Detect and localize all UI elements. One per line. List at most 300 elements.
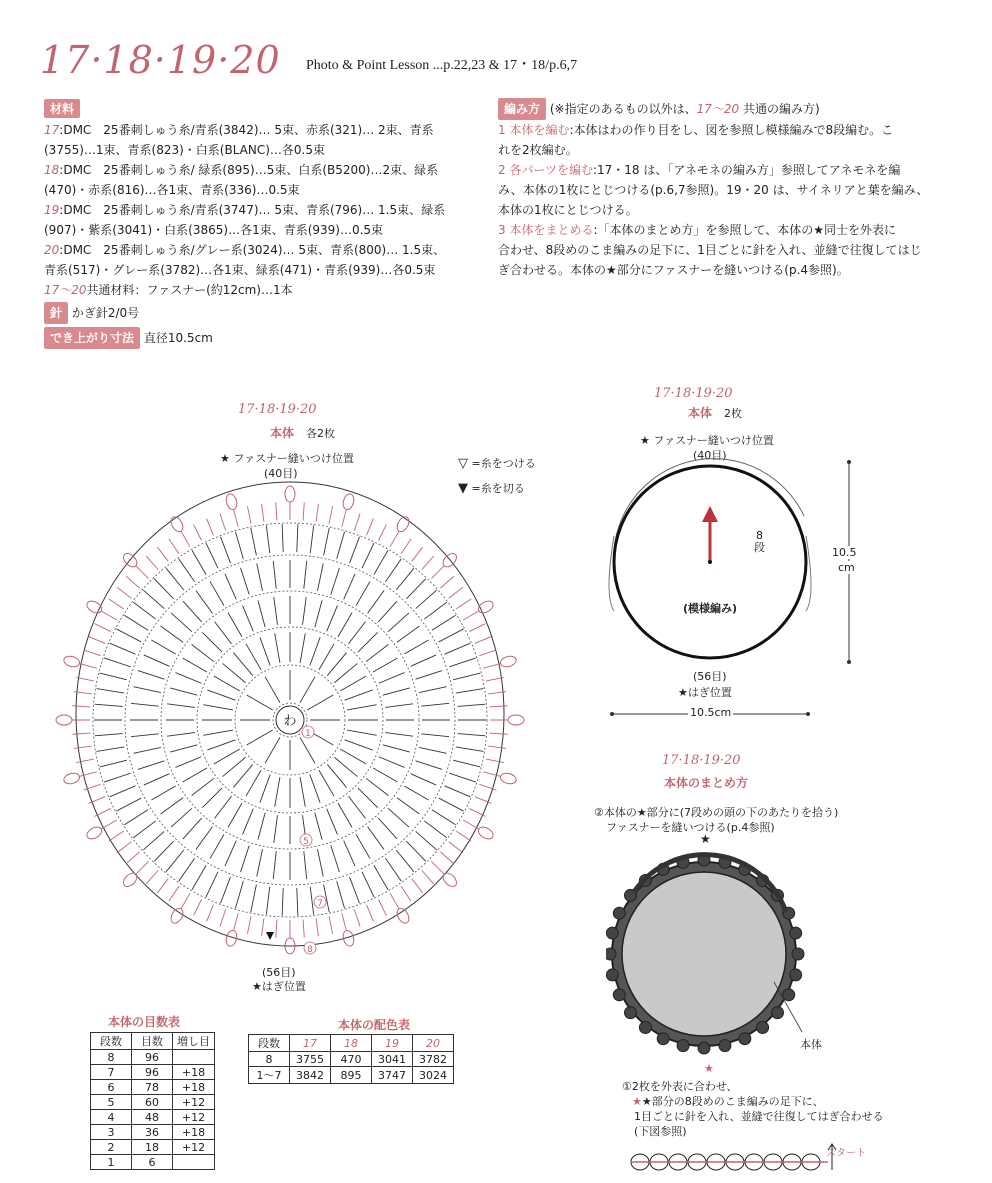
materials-line: [44, 220, 445, 240]
stitch-mark: [282, 888, 283, 916]
picot-mark: [63, 772, 81, 786]
table-row: [91, 1110, 215, 1125]
edge-bump: [613, 989, 625, 1001]
stitch-mark: [266, 887, 269, 915]
stitch-mark: [490, 706, 508, 707]
stitch-mark: [388, 613, 409, 632]
picot-mark: [508, 715, 524, 725]
stitch-mark: [385, 733, 413, 737]
table-header-row: [249, 1035, 454, 1052]
stitch-mark: [422, 556, 434, 570]
assembly-step-1: ①2枚を外表に合わせ、: [622, 1080, 738, 1093]
stitch-mark: [348, 796, 365, 818]
table-header-cell: 19: [372, 1035, 413, 1052]
method-step-label: 3 本体をまとめる: [498, 223, 594, 237]
table-cell: 2: [91, 1140, 132, 1155]
stitch-mark: [327, 809, 338, 835]
stitch-mark: [449, 587, 463, 598]
method-step-label: 1 本体を編む: [498, 123, 570, 137]
stitch-mark: [385, 704, 413, 708]
stitch-mark: [300, 633, 305, 663]
stitch-mark: [89, 637, 106, 644]
table-cell: 8: [91, 1050, 132, 1065]
rows-unit: 段: [754, 541, 765, 554]
edge-bump: [739, 1033, 751, 1045]
height-unit: cm: [838, 561, 855, 574]
picot-mark: [395, 906, 412, 925]
stitch-mark: [416, 590, 437, 609]
stitch-mark: [354, 514, 360, 531]
stitch-mark: [469, 808, 485, 816]
stitch-mark: [440, 576, 454, 588]
stitch-mark: [453, 673, 480, 680]
stitch-mark: [136, 566, 149, 579]
stitch-mark: [340, 749, 366, 764]
stitch-mark: [342, 913, 347, 930]
stitch-mark: [424, 602, 446, 619]
table-cell: +12: [173, 1095, 215, 1110]
stitch-mark: [117, 587, 131, 598]
stitch-mark: [469, 624, 485, 632]
rows-label: [754, 530, 765, 554]
stitch-mark: [366, 778, 388, 795]
table-cell: 3747: [372, 1067, 413, 1084]
stitch-mark: [374, 550, 388, 574]
edge-bump: [657, 1033, 669, 1045]
stitch-mark: [416, 761, 443, 770]
stitch-mark: [95, 734, 123, 736]
materials-line-text: (3755)…1束、青系(823)・白系(BLANC)…各0.5束: [44, 143, 326, 157]
stitch-mark: [416, 671, 443, 680]
stitch-mark: [449, 842, 463, 853]
materials-line-number: 17: [44, 123, 60, 137]
stitch-mark: [124, 615, 148, 630]
materials-line-number: 19: [44, 203, 60, 217]
method-line: [498, 120, 928, 140]
stitch-mark: [260, 775, 270, 803]
assembly-title-number: 17·18·19·20: [662, 753, 741, 768]
stitch-mark: [350, 537, 360, 563]
stitch-mark: [315, 600, 322, 627]
rows-number: 8: [756, 529, 763, 542]
picot-mark: [56, 715, 72, 725]
stitch-mark: [379, 757, 405, 768]
legend-attach-label: =糸をつける: [471, 457, 536, 470]
method-line-text: 本体の1枚にとじつける。: [498, 203, 638, 217]
stitch-mark: [337, 881, 345, 908]
schematic-bottom-count: (56目): [693, 670, 727, 683]
stitch-mark: [117, 842, 131, 853]
table-row: [91, 1065, 215, 1080]
stitch-mark: [404, 786, 428, 800]
stitch-mark: [344, 574, 355, 600]
stitch-mark: [214, 749, 240, 764]
stitch-mark: [243, 809, 254, 835]
stitch-mark: [390, 531, 399, 547]
schematic-count: 2枚: [724, 407, 742, 420]
stitch-mark: [79, 772, 96, 777]
body-label: 本体: [800, 1038, 822, 1051]
assembly-step-4: (下図参照): [634, 1125, 687, 1138]
table-cell: 5: [91, 1095, 132, 1110]
stitch-mark: [367, 519, 374, 536]
stitch-mark: [457, 704, 485, 706]
method-note-num: 17～20: [696, 102, 740, 116]
stitch-mark: [179, 559, 195, 582]
stitch-mark: [146, 870, 158, 884]
table-cell: 1: [91, 1155, 132, 1170]
table-cell: [173, 1155, 215, 1170]
stitch-mark: [257, 563, 263, 590]
method-line: [498, 240, 928, 260]
table-header-cell: 17: [290, 1035, 331, 1052]
stitch-mark: [348, 622, 365, 644]
stitch-mark: [439, 629, 464, 642]
table-cell: [173, 1050, 215, 1065]
table-row: [91, 1155, 215, 1170]
open-triangle-icon: ▽: [458, 456, 468, 471]
stitch-mark: [303, 502, 304, 520]
stitch-mark: [220, 877, 230, 903]
pattern-label: (模様編み): [683, 602, 738, 615]
schematic-title-number: 17·18·19·20: [654, 386, 733, 401]
stitch-mark: [303, 920, 304, 938]
stitch-mark: [401, 886, 411, 901]
stitch-mark: [337, 532, 345, 559]
stitch-mark: [223, 757, 246, 776]
picot-mark: [476, 825, 495, 842]
method-line: [498, 260, 928, 280]
stitch-mark: [258, 813, 265, 840]
stitch-mark: [235, 881, 243, 908]
stitch-mark: [167, 733, 195, 737]
stitch-mark: [94, 624, 110, 632]
stitch-mark: [490, 733, 508, 734]
stitch-mark: [366, 645, 388, 662]
stitch-mark: [401, 539, 411, 554]
stitch-mark: [397, 626, 420, 642]
stitch-mark: [131, 703, 159, 706]
stitch-mark: [356, 581, 370, 605]
stitch-mark: [397, 798, 420, 814]
stitch-mark: [233, 764, 252, 787]
assembly-step-3: 1目ごとに針を入れ、並縫で往復してはぎ合わせる: [634, 1110, 884, 1123]
stitch-mark: [379, 673, 405, 684]
picot-mark: [476, 599, 495, 616]
round-number: 8: [307, 945, 313, 955]
stitch-mark: [315, 813, 322, 840]
whipstitch-diagram: [628, 1140, 858, 1180]
table-cell: 60: [132, 1095, 173, 1110]
stitch-mark: [316, 504, 318, 522]
stitch-mark: [74, 746, 92, 748]
stitch-mark: [214, 676, 240, 691]
edge-bump: [790, 969, 802, 981]
stitch-mark: [273, 851, 276, 879]
materials-line-number: 17～20: [44, 283, 87, 297]
picot-mark: [499, 655, 517, 669]
stitch-mark: [362, 872, 374, 897]
stitch-mark: [262, 918, 264, 936]
table-cell: 1～7: [249, 1067, 290, 1084]
stitch-mark: [110, 643, 136, 654]
edge-bump: [677, 1040, 689, 1052]
stitch-count-table: [90, 1032, 215, 1170]
stitch-mark: [317, 849, 323, 876]
stitch-mark: [257, 849, 263, 876]
materials-line: [44, 260, 445, 280]
stitch-mark: [161, 626, 184, 642]
stitch-mark: [419, 687, 446, 693]
materials-line: [44, 200, 445, 220]
stitch-mark: [329, 506, 333, 524]
stitch-mark: [194, 899, 202, 915]
stitch-mark: [327, 653, 346, 676]
assembly-step-2: ★★部分の8段めのこま編みの足下に、: [632, 1095, 824, 1108]
stitch-mark: [104, 658, 131, 667]
stitch-mark: [383, 745, 410, 752]
stitch-mark: [338, 803, 352, 827]
stitch-mark: [151, 640, 175, 654]
table-row: [91, 1125, 215, 1140]
materials-line: [44, 140, 445, 160]
picot-mark: [225, 929, 239, 947]
stitch-mark: [368, 827, 384, 850]
edge-bump: [613, 907, 625, 919]
table-cell: 895: [331, 1067, 372, 1084]
stitch-mark: [383, 688, 410, 695]
table-cell: 48: [132, 1110, 173, 1125]
stitch-mark: [133, 602, 155, 619]
stitch-mark: [167, 704, 195, 708]
stitch-mark: [373, 768, 397, 782]
method-note-pre: (※指定のあるもの以外は、: [549, 102, 697, 116]
chart-top-count: (40目): [264, 467, 298, 480]
table-header-cell: 18: [331, 1035, 372, 1052]
stitch-mark: [97, 689, 125, 693]
stitch-mark: [329, 916, 333, 934]
method-section: [498, 98, 928, 280]
stitch-mark: [345, 740, 373, 750]
stitch-mark: [421, 734, 449, 737]
table-cell: 6: [91, 1080, 132, 1095]
chart-title: 本体: [270, 426, 295, 440]
method-line: [498, 220, 928, 240]
schematic-title: 本体: [688, 406, 713, 420]
stitch-mark: [262, 504, 264, 522]
stitch-mark: [411, 655, 437, 666]
stitch-mark: [432, 615, 456, 630]
stitch-mark: [331, 846, 340, 873]
table-cell: +18: [173, 1065, 215, 1080]
stitch-mark: [483, 664, 500, 669]
stitch-mark: [170, 688, 197, 695]
stitch-mark: [246, 644, 261, 670]
table-header-cell: 段数: [91, 1033, 132, 1050]
stitch-mark: [126, 576, 140, 588]
stitch-mark: [300, 677, 315, 703]
stitch-mark: [390, 893, 399, 909]
stitch-mark: [116, 629, 141, 642]
table-cell: 7: [91, 1065, 132, 1080]
edge-bump: [757, 1021, 769, 1033]
materials-line: [44, 280, 445, 300]
picot-mark: [85, 825, 104, 842]
stitch-mark: [181, 531, 190, 547]
stitch-mark: [223, 663, 246, 682]
stitch-mark: [463, 611, 479, 620]
stitch-mark: [251, 528, 257, 555]
stitch-mark: [378, 601, 397, 622]
table-header-row: [91, 1033, 215, 1050]
picot-mark: [225, 493, 239, 511]
page-title: 17·18·19·20: [40, 38, 281, 82]
needle-tag: 針: [44, 302, 68, 324]
stitch-mark: [157, 879, 168, 893]
stitch-mark: [300, 777, 305, 807]
stitch-mark: [404, 640, 428, 654]
stitch-mark: [110, 786, 136, 797]
stitch-mark: [396, 568, 414, 590]
stitch-mark: [304, 561, 307, 589]
method-line-text: 合わせ、8段めのこま編みの足下に、1目ごとに針を入れ、並縫で往復してはじ: [498, 243, 922, 257]
table-cell: 96: [132, 1065, 173, 1080]
stitch-mark: [133, 821, 155, 838]
edge-bump: [639, 1021, 651, 1033]
stitch-mark: [131, 734, 159, 737]
height-value: 10.5: [832, 546, 857, 559]
table-cell: +12: [173, 1140, 215, 1155]
stitch-mark: [109, 831, 124, 841]
stitch-mark: [170, 745, 197, 752]
stitch-mark: [183, 658, 207, 672]
stitch-mark: [169, 886, 179, 901]
assembly-step-2-text: ★部分の8段めのこま編みの足下に、: [641, 1095, 824, 1108]
stitch-mark: [356, 834, 370, 858]
stitch-mark: [194, 524, 202, 540]
stitch-mark: [449, 658, 476, 667]
stitch-mark: [203, 730, 233, 735]
table-row: [91, 1140, 215, 1155]
stitch-mark: [440, 852, 454, 864]
stitch-mark: [192, 778, 214, 795]
table-cell: 6: [132, 1155, 173, 1170]
method-line-text: :「本体のまとめ方」を参照して、本体の★同士を外表に: [593, 223, 897, 237]
stitch-mark: [327, 605, 338, 631]
stitch-mark: [247, 506, 251, 524]
stitch-mark: [215, 622, 232, 644]
stitch-mark: [483, 772, 500, 777]
stitch-mark: [166, 850, 184, 872]
stitch-mark: [479, 650, 496, 656]
stitch-mark: [367, 905, 374, 922]
table-cell: 96: [132, 1050, 173, 1065]
edge-bump: [606, 969, 618, 981]
method-tag: 編み方: [498, 98, 546, 120]
materials-line-text: :DMC 25番刺しゅう糸/グレー系(3024)… 5束、青系(800)… 1.5束、: [59, 243, 446, 257]
table-cell: 470: [331, 1052, 372, 1067]
stitch-mark: [406, 841, 425, 861]
picot-mark: [85, 599, 104, 616]
stitch-mark: [234, 509, 239, 526]
stitch-mark: [316, 918, 318, 936]
legend-cut-label: =糸を切る: [471, 482, 525, 495]
stitch-mark: [247, 916, 251, 934]
stitch-mark: [247, 730, 273, 745]
stitch-mark: [101, 820, 117, 829]
stitch-mark: [247, 695, 273, 710]
stitch-mark: [251, 885, 257, 912]
stitch-mark: [126, 852, 140, 864]
stitch-mark: [100, 673, 127, 680]
stitch-mark: [338, 613, 352, 637]
stitch-mark: [241, 846, 250, 873]
stitch-mark: [378, 524, 386, 540]
materials-line-text: 共通材料：ファスナー(約12cm)…1本: [86, 283, 293, 297]
table-header-cell: 増し目: [173, 1033, 215, 1050]
picot-mark: [63, 655, 81, 669]
stitch-mark: [143, 590, 164, 609]
materials-section: [44, 98, 445, 349]
start-label: スタート: [826, 1148, 866, 1159]
edge-bump: [771, 1007, 783, 1019]
materials-line-text: (907)・紫系(3041)・白系(3865)…各1束、青系(939)…0.5束: [44, 223, 384, 237]
stitch-mark: [206, 872, 218, 897]
method-line-text: ぎ合わせる。本体の★部分にファスナーを縫いつける(p.4参照)。: [498, 263, 849, 277]
table-cell: 3: [91, 1125, 132, 1140]
stitch-mark: [220, 514, 226, 531]
stitch-mark: [324, 528, 330, 555]
stitch-mark: [406, 579, 425, 599]
materials-line-text: :DMC 25番刺しゅう糸/青系(3842)… 5束、赤系(321)… 2束、青系: [59, 123, 434, 137]
chart-count: 各2枚: [306, 427, 335, 440]
table-row: [91, 1080, 215, 1095]
stitch-mark: [206, 543, 218, 568]
legend-cut: [458, 480, 525, 496]
materials-line: [44, 160, 445, 180]
table-row: [91, 1050, 215, 1065]
stitch-mark: [378, 818, 397, 839]
stitch-mark: [453, 760, 480, 767]
assembly-note-1: ②本体の★部分に(7段めの頭の下のあたりを拾う): [594, 806, 839, 819]
stitch-mark: [310, 525, 313, 553]
stitch-mark: [456, 599, 471, 609]
stitch-mark: [304, 851, 307, 879]
needle-value: かぎ針2/0号: [71, 306, 140, 320]
stitch-mark: [144, 774, 170, 785]
stitch-mark: [146, 556, 158, 570]
stitch-mark: [241, 568, 250, 595]
chart-star-label: ★ ファスナー縫いつけ位置: [220, 452, 354, 465]
stitch-mark: [207, 740, 235, 750]
schematic-seam-label: ★はぎ位置: [678, 686, 732, 699]
stitch-mark: [100, 760, 127, 767]
stitch-mark: [138, 671, 165, 680]
method-line: [498, 200, 928, 220]
stitch-mark: [143, 831, 164, 850]
stitch-mark: [412, 547, 423, 561]
stitch-mark: [228, 613, 242, 637]
stitch-mark: [203, 705, 233, 710]
legend-attach: [458, 455, 536, 471]
table-row: [249, 1052, 454, 1067]
picot-mark: [285, 486, 295, 502]
stitch-mark: [327, 764, 346, 787]
round-number: 7: [317, 899, 323, 909]
method-line-text: れを2枚編む。: [498, 143, 578, 157]
stitch-mark: [273, 561, 276, 589]
stitch-mark: [274, 597, 278, 625]
